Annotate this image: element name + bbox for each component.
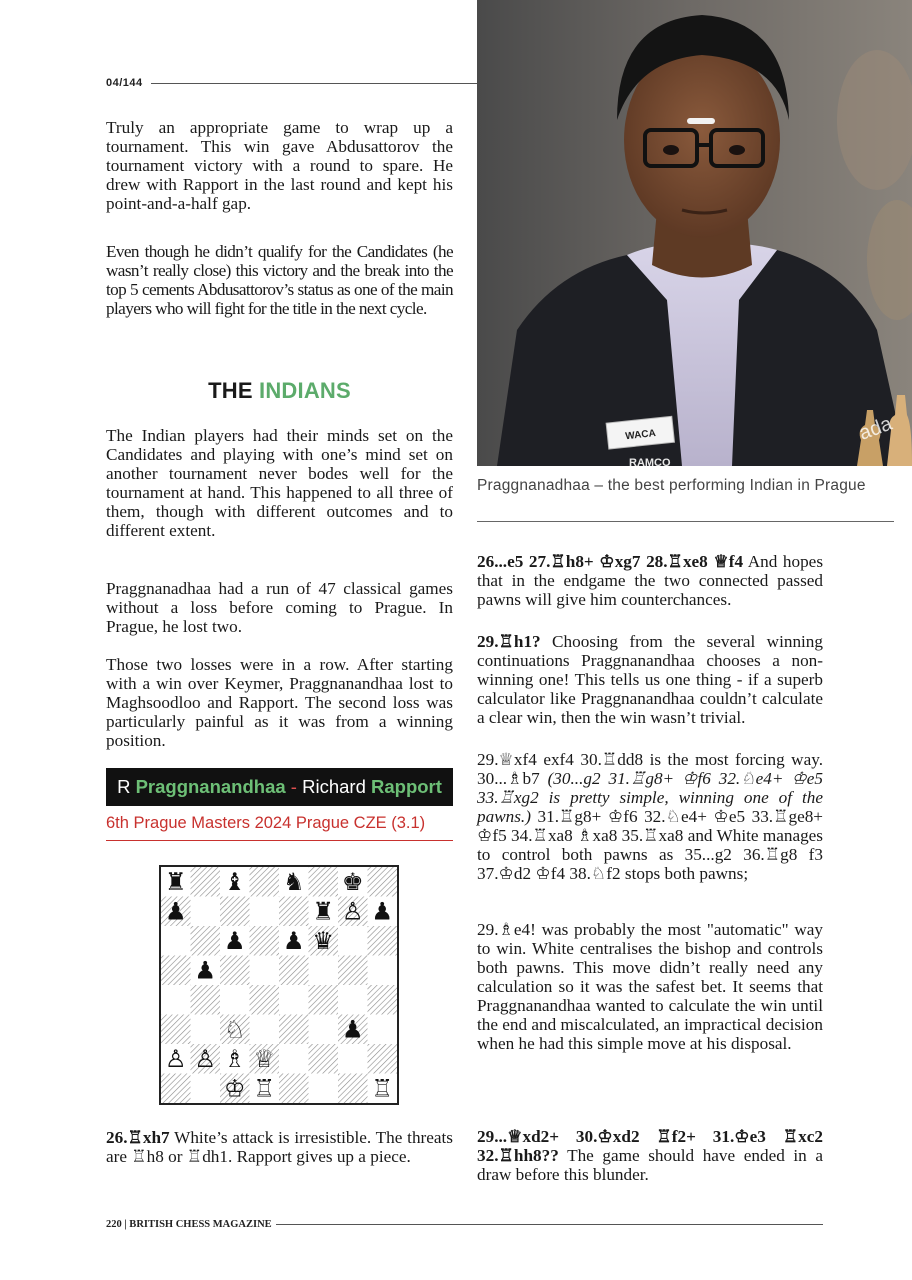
- square-g4: [338, 985, 368, 1015]
- piece-c8: ♝: [223, 868, 246, 897]
- paragraph-intro: Truly an appropriate game to wrap up a tournament. This win gave Abdusattorov the tournament victory with a round to spare. He drew with Rapport in the last round and kept his point-and-a-half gap.: [106, 118, 453, 213]
- piece-e8: ♞: [282, 868, 305, 897]
- square-b8: [191, 867, 221, 897]
- paragraph-variation-be4: 29.♗e4! was probably the most "automatic" way to win. White centralises the bishop and controls both pawns. This move didn’t really need any calculation so it was the safest bet. It seems that Praggnanandhaa wanted to calculate the win until the end and miscalculated, an impractical decision when he had this simple move at his disposal.: [477, 920, 823, 1053]
- banner-text: ada: [856, 412, 896, 445]
- square-d4: [250, 985, 280, 1015]
- paragraph-moves-26-28: [477, 552, 823, 609]
- piece-e6: ♟: [282, 927, 305, 956]
- square-f1: [309, 1074, 339, 1104]
- page-marker-number: 04/144: [106, 77, 143, 89]
- piece-f7: ♜: [312, 897, 335, 926]
- piece-g8: ♚: [341, 868, 364, 897]
- paragraph-two-losses: Those two losses were in a row. After starting with a win over Keymer, Praggnanandhaa lost to Maghsoodloo and Rapport. The second loss was particularly painful as it was from a winning position.: [106, 655, 453, 750]
- piece-a2: ♙: [164, 1045, 187, 1074]
- player-photo-illustration: [477, 0, 912, 466]
- piece-a7: ♟: [164, 897, 187, 926]
- piece-g3: ♟: [341, 1015, 364, 1044]
- piece-h1: ♖: [371, 1074, 394, 1103]
- square-f5: [309, 956, 339, 986]
- square-h2: [368, 1044, 398, 1074]
- moves-26-28-comment: And hopes that in the endgame the two connected passed pawns will give him counterchances.: [477, 552, 824, 609]
- game-header: [106, 768, 453, 806]
- square-g5: [338, 956, 368, 986]
- square-e2: [279, 1044, 309, 1074]
- square-c7: [220, 897, 250, 927]
- paragraph-move-26: [106, 1128, 453, 1166]
- square-b4: [191, 985, 221, 1015]
- moves-29-32-comment: The game should have ended in a draw before this blunder.: [477, 1146, 823, 1184]
- move-26-comment: White’s attack is irresistible. The threats are ♖h8 or ♖dh1. Rapport gives up a piece.: [106, 1128, 453, 1166]
- moves-26-28-notation: 26...e5 27.♖h8+ ♔xg7 28.♖xe8 ♕f4: [477, 552, 744, 571]
- square-a5: [161, 956, 191, 986]
- paragraph-variation-qxf4: [477, 750, 823, 883]
- paragraph-moves-29-32: [477, 1127, 823, 1184]
- piece-g7: ♙: [341, 897, 364, 926]
- move-26-notation: 26.♖xh7: [106, 1128, 170, 1147]
- paragraph-candidates: Even though he didn’t qualify for the Candidates (he wasn’t really close) this victory and the break into the top 5 cements Abdusattorov’s status as one of the main players who will fight for the title in the next cycle.: [106, 242, 453, 318]
- footer-text: 220 | BRITISH CHESS MAGAZINE: [106, 1218, 272, 1230]
- variation-qxf4-subline: (30...g2 31.♖g8+ ♔f6 32.♘e4+ ♔e5 33.♖xg2 is pretty simple, winning one of the pawns.): [477, 769, 823, 826]
- square-e7: [279, 897, 309, 927]
- variation-qxf4-end: 31.♖g8+ ♔f6 32.♘e4+ ♔e5 33.♖ge8+ ♔f5 34.♖xa8 ♗xa8 35.♖xa8 and White manages to control both pawns as 35...g2 36.♖g8 f3 37.♔d2 ♔f4 38.♘f2 stops both pawns;: [477, 807, 823, 883]
- white-initial: R: [117, 776, 136, 797]
- square-e3: [279, 1015, 309, 1045]
- square-a4: [161, 985, 191, 1015]
- square-b3: [191, 1015, 221, 1045]
- caption-rule: [477, 521, 894, 522]
- square-h4: [368, 985, 398, 1015]
- square-c4: [220, 985, 250, 1015]
- piece-b2: ♙: [194, 1045, 217, 1074]
- paragraph-indian-players: The Indian players had their minds set on the Candidates and playing with one’s mind set on another tournament never bodes well for the tournament at hand. This happened to all three of them, though with different outcomes and to different extent.: [106, 426, 453, 540]
- square-d8: [250, 867, 280, 897]
- square-a3: [161, 1015, 191, 1045]
- square-b1: [191, 1074, 221, 1104]
- piece-a8: ♜: [164, 868, 187, 897]
- square-c5: [220, 956, 250, 986]
- piece-c2: ♗: [223, 1045, 246, 1074]
- black-player-name: Rapport: [371, 776, 442, 797]
- square-h5: [368, 956, 398, 986]
- badge-text: WACA: [624, 428, 657, 443]
- square-a1: [161, 1074, 191, 1104]
- square-h3: [368, 1015, 398, 1045]
- square-d5: [250, 956, 280, 986]
- square-g1: [338, 1074, 368, 1104]
- square-b6: [191, 926, 221, 956]
- game-event: 6th Prague Masters 2024 Prague CZE (3.1): [106, 814, 426, 832]
- piece-d2: ♕: [253, 1045, 276, 1074]
- square-g6: [338, 926, 368, 956]
- footer: [106, 1218, 823, 1230]
- section-title-the: THE: [208, 378, 260, 403]
- piece-b5: ♟: [194, 956, 217, 985]
- square-h8: [368, 867, 398, 897]
- square-e4: [279, 985, 309, 1015]
- piece-c3: ♘: [223, 1015, 246, 1044]
- paragraph-move-29: [477, 632, 823, 727]
- section-title-indians: INDIANS: [259, 378, 351, 403]
- piece-h7: ♟: [371, 897, 394, 926]
- paragraph-run-of-games: Praggnanadhaa had a run of 47 classical games without a loss before coming to Prague. In Prague, he lost two.: [106, 579, 453, 636]
- page-marker-rule: [151, 83, 478, 84]
- section-title: [106, 378, 453, 404]
- square-d6: [250, 926, 280, 956]
- player-photo: [477, 0, 912, 466]
- chess-board-svg: [161, 867, 397, 1103]
- square-f4: [309, 985, 339, 1015]
- move-29-notation: 29.♖h1?: [477, 632, 541, 651]
- piece-c1: ♔: [223, 1074, 246, 1103]
- square-f3: [309, 1015, 339, 1045]
- move-29-comment: Choosing from the several winning continuations Praggnanandhaa chooses a non-winning one! This tells us one thing - if a superb calculator like Praggnanandhaa couldn’t calculate a clear win, then the win wasn’t trivial.: [477, 632, 823, 727]
- square-d3: [250, 1015, 280, 1045]
- square-b7: [191, 897, 221, 927]
- shirt-text: RAMCO: [629, 457, 671, 466]
- square-e5: [279, 956, 309, 986]
- piece-d1: ♖: [253, 1074, 276, 1103]
- square-f8: [309, 867, 339, 897]
- variation-qxf4-start: 29.♕xf4 exf4 30.♖dd8 is the most forcing way. 30...♗b7: [477, 750, 823, 788]
- players-separator: -: [285, 776, 303, 797]
- white-player-name: Praggnanandhaa: [135, 776, 286, 797]
- piece-f6: ♛: [312, 927, 335, 956]
- square-f2: [309, 1044, 339, 1074]
- piece-c6: ♟: [223, 927, 246, 956]
- page-marker: [106, 76, 478, 90]
- chess-board: [159, 865, 399, 1105]
- square-h6: [368, 926, 398, 956]
- square-a6: [161, 926, 191, 956]
- square-d7: [250, 897, 280, 927]
- footer-rule: [276, 1224, 823, 1225]
- black-first-name: Richard: [302, 776, 371, 797]
- square-e1: [279, 1074, 309, 1104]
- photo-caption: Praggnanadhaa – the best performing Indian in Prague: [477, 477, 866, 494]
- square-g2: [338, 1044, 368, 1074]
- game-event-rule: [106, 840, 453, 841]
- moves-29-32-notation: 29...♕xd2+ 30.♔xd2 ♖f2+ 31.♔e3 ♖xc2 32.♖hh8??: [477, 1127, 823, 1165]
